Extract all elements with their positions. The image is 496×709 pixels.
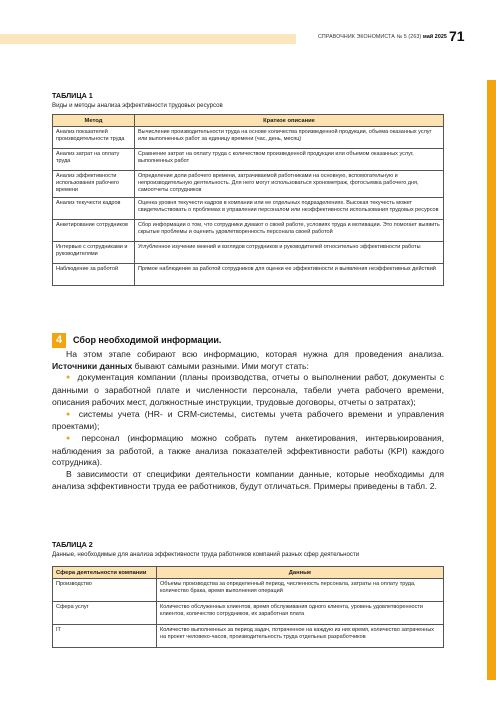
table-header-row [53,115,444,127]
table-header-row [53,567,444,579]
table-cell: Объемы производства за определенный период, численность персонала, затраты на оплату труда, количество брака, время выполнения операций [157,579,444,602]
table2-caption: ТАБЛИЦА 2 [52,540,93,549]
table-cell: Оценка уровня текучести кадров в компании или ее отдельных подразделениях. Высокая текучесть может свидетельствовать о проблемах в управлении персоналом или неэффективности использования трудовых ресурсов [135,197,444,219]
column-header-data: Данные [157,567,444,579]
section-number-badge: 4 [52,333,66,348]
intro-paragraph [52,349,444,372]
table-cell: Углубленное изучение мнений и взглядов сотрудников и руководителей относительно эффективности работы [135,241,444,263]
table2-subtitle: Данные, необходимые для анализа эффективности труда работников компаний разных сфер деятельности [52,551,360,558]
table-row [53,127,444,149]
section-title: Сбор необходимой информации. [73,335,222,345]
table-row [53,602,444,625]
table-cell: Интервью с сотрудниками и руководителями [53,241,135,263]
table1 [52,114,444,286]
table-cell: Сравнение затрат на оплату труда с количеством произведенной продукции или объемом оказанных услуг, выполненных работ [135,149,444,171]
table-row [53,171,444,198]
section-heading [52,333,444,349]
intro-text-2: бывают самыми разными. Ими могут стать: [132,360,309,371]
table-row [53,197,444,219]
table-cell: Вычисление производительности труда на основе количества произведенной продукции, объема оказанных услуг или выполненных работ за единицу времени (час, день, месяц) [135,127,444,149]
journal-title [318,34,447,40]
bullet-item: ● документация компании (планы производства, отчеты о выполнении работ, документы с данными о заработной плате и численности персонала, табели учета рабочего времени, описания рабочих мест, должностные инструкции, трудовые договоры, отчеты о затратах); [52,372,444,408]
side-tab-marker [487,80,496,680]
journal-issue-date: май 2025 [422,34,447,40]
closing-paragraph: В зависимости от специфики деятельности компании данные, которые необходимы для анализа эффективности труда ее работников, будут отличаться. Примеры приведены в табл. 2. [52,469,444,491]
bullet-item: ● системы учета (HR- и CRM-системы, системы учета рабочего времени и управления проектами); [52,409,444,433]
table-cell: Количество обслуженных клиентов, время обслуживания одного клиента, уровень удовлетворенности клиентов, количество сотрудников, их заработная плата [157,602,444,625]
table-cell: Анализ затрат на оплату труда [53,149,135,171]
column-header-description: Краткое описание [135,115,444,127]
column-header-sector: Сфера деятельности компании [53,567,157,579]
bullet-item: ● персонал (информацию можно собрать путем анкетирования, интервьюирования, наблюдения за работой, а также анализа показателей эффективности работы (KPI) каждого сотрудника). [52,433,444,469]
table-cell: Анализ текучести кадров [53,197,135,219]
table-row [53,263,444,285]
column-header-method: Метод [53,115,135,127]
table-cell: Анкетирование сотрудников [53,219,135,241]
table-cell: Определение доли рабочего времени, затрачиваемой работниками на основную, вспомогательную и непроизводительную деятельность. Для него могут использоваться хронометраж, фотосъемка рабочего дня, самоотчеты сотрудников [135,171,444,198]
intro-text-1: На этом этапе собирают всю информацию, которая нужна для проведения анализа. [66,349,444,359]
table-cell: Количество выполненных за период задач, потраченное на каждую из них время, количество затраченных на проект человеко-часов, производительность труда отдельных разработчиков [157,625,444,648]
journal-name: СПРАВОЧНИК ЭКОНОМИСТА № 5 (263) [318,34,422,40]
page-number: 71 [449,28,465,44]
page-header [0,28,496,48]
table-row [53,219,444,241]
table2 [52,566,444,648]
table-cell: Сфера услуг [53,602,157,625]
table-cell: Производство [53,579,157,602]
table-cell: Прямое наблюдение за работой сотрудников для оценки ее эффективности и выявления неэффективных действий [135,263,444,285]
table-cell: Сбор информации о том, что сотрудники думают о своей работе, условиях труда и мотивации. Это помогает выявить скрытые проблемы и оценить удовлетворенность персонала своей работой [135,219,444,241]
intro-bold-term: Источники данных [52,360,133,371]
table-cell: Анализ показателей производительности труда [53,127,135,149]
table-cell: Наблюдение за работой [53,263,135,285]
table-cell: Анализ эффективности использования рабочего времени [53,171,135,198]
table1-caption: ТАБЛИЦА 1 [52,91,93,100]
section-4 [52,333,444,492]
table-row [53,625,444,648]
section-body [52,349,444,492]
table1-subtitle: Виды и методы анализа эффективности трудовых ресурсов [52,102,223,109]
table-row [53,241,444,263]
header-stripe [0,34,296,44]
table-cell: IT [53,625,157,648]
table-row [53,579,444,602]
table-row [53,149,444,171]
